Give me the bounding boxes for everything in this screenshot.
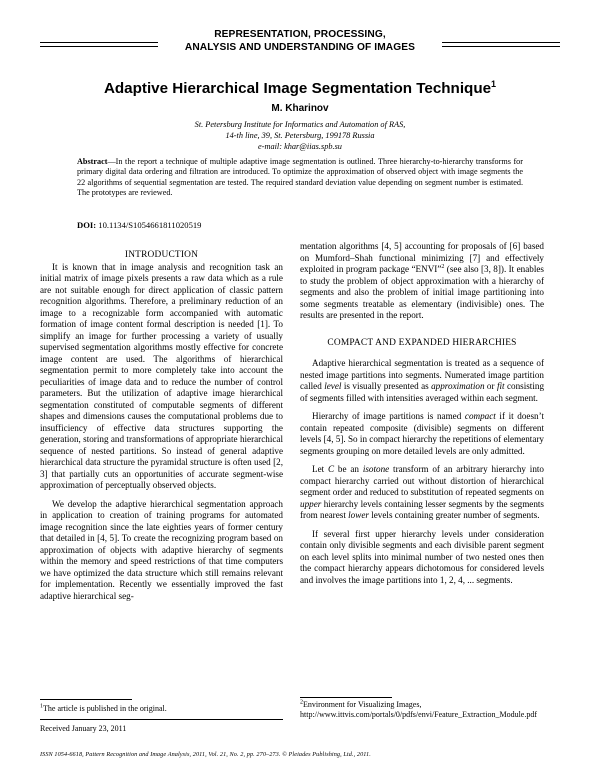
abstract-label: Abstract [77,157,108,166]
header-rule-right-2 [442,46,560,47]
abstract [77,157,523,199]
footnote-2-mark-bottom: 2 [300,699,303,706]
compact-p3-b: be an [334,464,363,474]
journal-footer: ISSN 1054-6618, Pattern Recognition and Image Analysis, 2011, Vol. 21, No. 2, pp. 270–273. © Pleiades Publishing, Ltd., 2011. [40,751,371,758]
footnote-2-mark: 2 [441,263,445,270]
compact-paragraph-3 [300,464,544,522]
journal-section-line-1: REPRESENTATION, PROCESSING, [214,29,386,40]
left-column [40,250,283,602]
compact-p2-b: if it doesn’t contain repeated composite (divisible) segments on different levels [4, 5]. So in compact hierarchy the repetitions of elementary segments grouping on more detailed levels are only admitted. [300,411,544,456]
compact-p1-c: or [484,381,497,391]
author-name: M. Kharinov [271,103,329,114]
abstract-text: In the report a technique of multiple adaptive image segmentation is outlined. Three hierarchy-to-hierarchy transforms for primary digital data ordering and filtration are introduced. To optimize the approximation of observed object with image segments the 22 algorithms of sequential segmentation are tested. The required standard deviation value depending on segment number is estimated. The prototypes are reviewed. [77,157,523,198]
term-fit: fit [496,381,505,391]
footnote-1 [40,704,283,714]
compact-p3-d: hierarchy levels containing lesser segments by the segments from nearest [300,498,544,520]
affiliation-email: e-mail: khar@iias.spb.su [258,142,342,151]
footnote-rule-left [40,699,132,700]
term-compact: compact [464,411,496,421]
header-rule-left [40,42,158,43]
intro-paragraph-1: It is known that in image analysis and recognition task an initial matrix of image pixels presents a raw data which as a rule are not suitable enough for direct application of classic pattern recognition algorithms. Therefore, a preliminary reduction of an image to a recognizable form accompanied with automatic formation of image content formal description is needed [1]. To simplify an image for further processing a variety of usually supervised segmentation algorithms mostly effective for concrete image content are used. The algorithms of hierarchical segmentation permit to more completely take into account the peculiarities of image data and to reduce the number of control parameters. But the utilization of adaptive image hierarchical segmentation constituted of computable segments of different shapes and dimensions causes the computational problems due to insufficiency of effective data structures supporting the generation, storing and transformations of appropriate hierarchical sequence of nested partitions. So instead of general adaptive hierarchical data structure the pyramidal structure is often used [2, 3] that partially cuts an opportunities of accurate segment-wise approximation of perceptually observed objects. [40,261,283,490]
term-lower: lower [348,510,369,520]
compact-p1-d: consisting of segments filled with intensities averaged within each segment. [300,381,545,403]
header-rule-right [442,42,560,43]
title-footnote-mark: 1 [491,78,497,89]
doi-label: DOI: [77,220,97,230]
term-level: level [324,381,342,391]
paper-title-text: Adaptive Hierarchical Image Segmentation Technique [103,80,492,97]
compact-p1-b: is visually presented as [341,381,432,391]
compact-hierarchies-heading: COMPACT AND EXPANDED HIERARCHIES [327,337,517,348]
footnote-2 [300,700,544,720]
doi [77,220,201,230]
compact-p3-c: transform of an arbitrary hierarchy into compact hierarchy carried out without distortion of hierarchical segment order and reduced to substitution of repeated segments on [300,464,544,497]
affiliation [40,119,560,152]
compact-p2-a: Hierarchy of image partitions is named [312,411,465,421]
term-upper: upper [300,498,322,509]
received-date: Received January 23, 2011 [40,724,127,733]
compact-p3-e: levels containing greater number of segments. [368,510,540,520]
introduction-heading: INTRODUCTION [124,250,199,260]
term-c: C [328,464,335,474]
compact-paragraph-4: If several first upper hierarchy levels under consideration contain only divisible segments and each divisible parent segment on each level splits into minimal number of two nested ones then the compact hierarchy appears dichotomous for considered levels and involves the image partitions into 1, 2, 4, ... segments. [300,528,544,585]
term-approximation: approximation [431,381,485,391]
compact-paragraph-1 [300,358,544,404]
abstract-dash: — [107,157,116,166]
paper-title [40,80,560,97]
footnote-1-text: The article is published in the original. [43,704,167,713]
intro-paragraph-2: We develop the adaptive hierarchical segmentation approach in application to creation of training programs for automated image recognition since the late eighties years of former century that detailed in [4, 5]. To create the recognizing program based on approximation of objects with adaptive hierarchy of segments within the memory and speed restrictions of that time computers we have optimized the data structure which still remains relevant for implementation. Recently we essentially improved the fast adaptive hierarchical seg- [40,498,283,601]
right-column [300,241,544,586]
received-rule [40,719,283,720]
compact-paragraph-2 [300,411,544,457]
journal-section-header [160,28,440,54]
header-rule-left-2 [40,46,158,47]
journal-section-line-2: ANALYSIS AND UNDERSTANDING OF IMAGES [184,42,416,53]
compact-p1-a: Adaptive hierarchical segmentation is treated as a sequence of nested image partitions into segments. Numerated image partition called [300,358,544,391]
term-isotone: isotone [362,464,390,474]
compact-p3-a: Let [312,464,328,474]
affiliation-line-1: St. Petersburg Institute for Informatics and Automation of RAS, [194,120,406,129]
footnote-1-mark: 1 [40,703,43,710]
intro-p3-part-a: mentation algorithms [4, 5] accounting for proposals of [6] based on Mumford–Shah functional minimizing [7] and effectively exploited in program package “ENVI” [300,241,544,274]
intro-paragraph-3 [300,241,544,322]
footnote-2-text: Environment for Visualizing Images, http://www.ittvis.com/portals/0/pdfs/envi/Feature_Extraction_Module.pdf [300,700,537,719]
doi-value: 10.1134/S1054661811020519 [98,220,202,230]
affiliation-line-2: 14-th line, 39, St. Petersburg, 199178 Russia [225,131,375,140]
intro-p3-part-b: (see also [3, 8]). It enables to study the problem of object approximation with a hierarchy of segments and also the problem of initial image partitioning into some segments treatable as elementary (indivisible) ones. The results are presented in the report. [300,264,544,320]
footnote-rule-right [300,697,392,698]
